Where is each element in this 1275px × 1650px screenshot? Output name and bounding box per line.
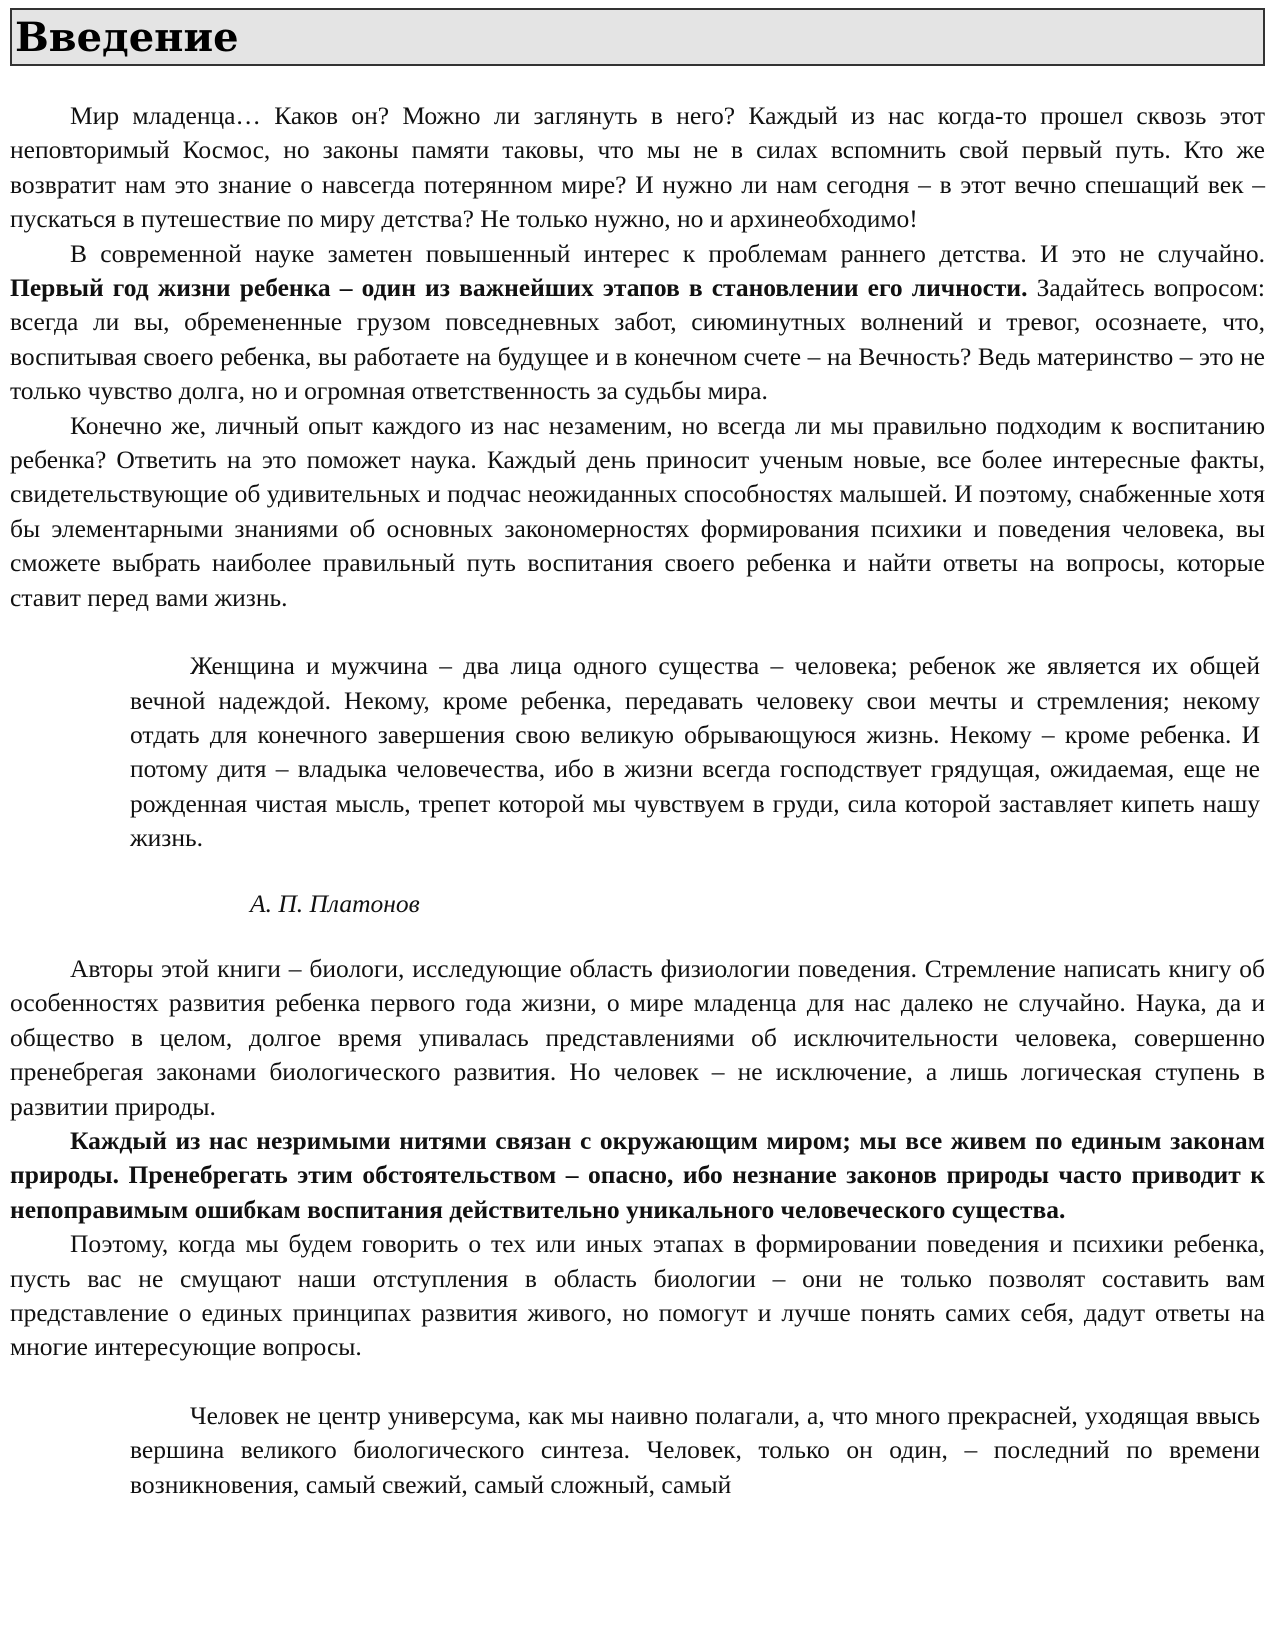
epigraph-2	[130, 1399, 1260, 1502]
spacer	[10, 615, 1265, 649]
paragraph-2	[10, 237, 1265, 409]
document-page	[10, 8, 1265, 1502]
paragraph-5-bold: Каждый из нас незримыми нитями связан с окружающим миром; мы все живем по единым законам природы. Пренебрегать этим обстоятельством – опасно, ибо незнание законов природы часто приводит к непоправимым ошибкам воспитания действительно уникального человеческого существа.	[10, 1125, 1265, 1224]
paragraph-2-end: Задайтесь вопросом: всегда ли вы, обремененные грузом повседневных забот, сиюминутных волнений и тревог, осознаете, что, воспитывая своего ребенка, вы работаете на будущее и в конечном счете – на Вечность? Ведь материнство – это не только чувство долга, но и огромная ответственность за судьбы мира.	[10, 273, 1265, 406]
epigraph-1-author: А. П. Платонов	[250, 888, 420, 918]
paragraph-6: Поэтому, когда мы будем говорить о тех или иных этапах в формировании поведения и психики ребенка, пусть вас не смущают наши отступления в область биологии – они не только позволят составить вам представление о единых принципах развития живого, но помогут и лучше понять самих себя, дадут ответы на многие интересующие вопросы.	[10, 1229, 1265, 1362]
spacer	[10, 1365, 1265, 1399]
chapter-title: Введение	[15, 14, 239, 61]
epigraph-2-text: Человек не центр универсума, как мы наивно полагали, а, что много прекрасней, уходящая ввысь вершина великого биологического синтеза. Человек, только он один, – последний по времени возникновения, самый свежий, самый сложный, самый	[130, 1400, 1260, 1499]
paragraph-4: Авторы этой книги – биологи, исследующие область физиологии поведения. Стремление написать книгу об особенностях развития ребенка первого года жизни, о мире младенца для нас далеко не случайно. Наука, да и общество в целом, долгое время упивалась представлениями об исключительности человека, совершенно пренебрегая законами биологического развития. Но человек – не исключение, а лишь логическая ступень в развитии природы.	[10, 953, 1265, 1121]
paragraph-2-bold: Первый год жизни ребенка – один из важнейших этапов в становлении его личности.	[10, 273, 1028, 303]
paragraph-2-start: В современной науке заметен повышенный интерес к проблемам раннего детства. И это не случайно.	[70, 238, 1265, 268]
paragraph-1: Мир младенца… Каков он? Можно ли заглянуть в него? Каждый из нас когда-то прошел сквозь этот неповторимый Космос, но законы памяти таковы, что мы не в силах вспомнить свой первый путь. Кто же возвратит нам это знание о навсегда потерянном мире? И нужно ли нам сегодня – в этот вечно спешащий век – пускаться в путешествие по миру детства? Не только нужно, но и архинеобходимо!	[10, 101, 1265, 234]
paragraph-3: Конечно же, личный опыт каждого из нас незаменим, но всегда ли мы правильно подходим к воспитанию ребенка? Ответить на это поможет наука. Каждый день приносит ученым новые, все более интересные факты, свидетельствующие об удивительных и подчас неожиданных способностях малышей. И поэтому, снабженные хотя бы элементарными знаниями об основных закономерностях формирования психики и поведения человека, вы сможете выбрать наиболее правильный путь воспитания своего ребенка и найти ответы на вопросы, которые ставит перед вами жизнь.	[10, 410, 1265, 612]
paragraph-5	[10, 1124, 1265, 1227]
document-body	[10, 99, 1265, 1502]
chapter-title-box	[10, 8, 1265, 66]
epigraph-1-text: Женщина и мужчина – два лица одного существа – человека; ребенок же является их общей вечной надеждой. Некому, кроме ребенка, передавать человеку свои мечты и стремления; некому отдать для конечного завершения свою великую обрывающуюся жизнь. Некому – кроме ребенка. И потому дитя – владыка человечества, ибо в жизни всегда господствует грядущая, ожидаемая, еще не рожденная чистая мысль, трепет которой мы чувствуем в груди, сила которой заставляет кипеть нашу жизнь.	[130, 651, 1260, 853]
epigraph-1	[130, 649, 1260, 855]
